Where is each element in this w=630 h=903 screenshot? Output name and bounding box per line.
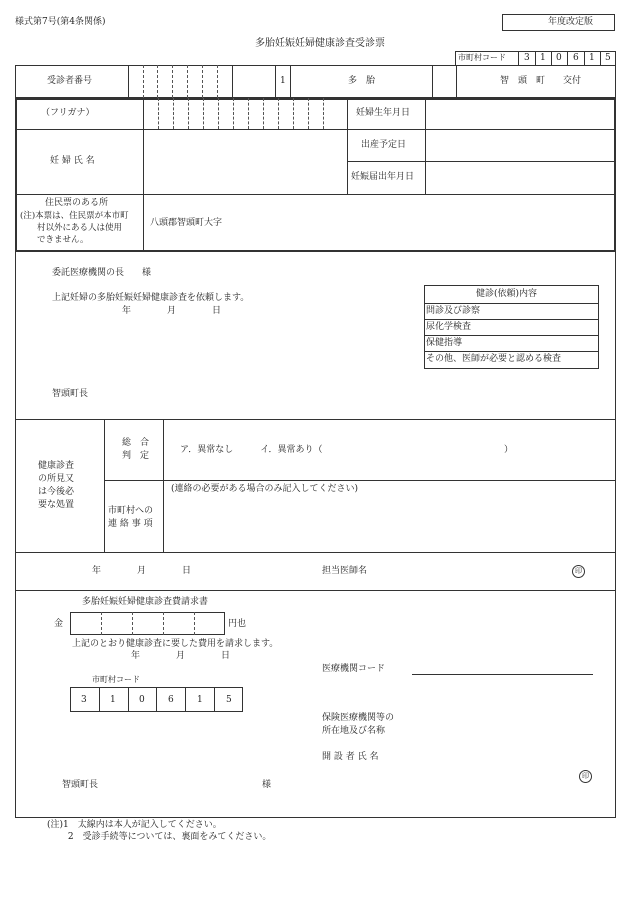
institution-address-label: 所在地及び名称 — [322, 726, 386, 736]
notification-date-label: 妊娠届出年月日 — [351, 172, 415, 182]
code-digit: 3 — [524, 53, 530, 63]
institution-code-label: 医療機関コード — [322, 664, 386, 674]
municipality-code-digit: 0 — [139, 695, 145, 705]
furigana-label: （フリガナ） — [41, 108, 95, 118]
judgement-label-line: 判 定 — [122, 451, 150, 461]
exam-contents-header: 健診(依頼)内容 — [476, 289, 538, 299]
request-body: 上記妊婦の多胎妊娠妊婦健康診査を依頼します。 — [52, 293, 250, 303]
note-line: 2 受診手続等については、裏面をみてください。 — [47, 832, 272, 842]
municipality-code-digit: 6 — [168, 695, 174, 705]
doctor-seal: 印 — [572, 565, 585, 578]
institution-address-label: 保険医療機関等の — [322, 713, 395, 723]
note-line: (注)1 太線内は本人が記入してください。 — [47, 820, 222, 830]
form-title: 多胎妊娠妊婦健康診査受診票 — [255, 38, 385, 49]
code-digit: 1 — [540, 53, 546, 63]
billing-date: 年 月 日 — [131, 651, 231, 661]
due-date-label: 出産予定日 — [361, 140, 407, 150]
billing-addressee: 智頭町長 — [62, 780, 99, 790]
billing-seal: 印 — [579, 770, 592, 783]
code-label: 市町村コード — [458, 53, 506, 62]
billing-statement: 上記のとおり健康診査に要した費用を請求します。 — [72, 639, 279, 649]
contact-label-line: 市町村への — [108, 506, 154, 516]
address-note-line: (注)本票は、住民票が本市町 — [20, 211, 129, 221]
municipality-code-digit: 1 — [110, 695, 116, 705]
municipality-code-digit: 5 — [226, 695, 232, 705]
address-note-line: できません。 — [37, 235, 89, 245]
contact-note: (連絡の必要がある場合のみ記入してください) — [171, 484, 359, 494]
form-number: 様式第7号(第4条関係) — [15, 17, 106, 27]
municipality-code-label: 市町村コード — [92, 675, 140, 684]
request-from: 智頭町長 — [52, 389, 89, 399]
multiple-pregnancy-label: 多 胎 — [348, 76, 376, 86]
issuer-label: 智 頭 町 交付 — [500, 76, 582, 86]
findings-label-line: の所見又 — [38, 474, 75, 484]
name-label: 妊 婦 氏 名 — [50, 156, 95, 166]
amount-suffix: 円也 — [228, 619, 247, 629]
doctor-date: 年 月 日 — [92, 566, 192, 576]
birthdate-label: 妊婦生年月日 — [356, 108, 411, 118]
founder-label: 開 設 者 氏 名 — [322, 752, 379, 762]
amount-field[interactable] — [70, 612, 225, 635]
address-label: 住民票のある所 — [45, 198, 109, 208]
request-date: 年 月 日 — [122, 306, 222, 316]
exam-item: その他、医師が必要と認める検査 — [426, 354, 562, 364]
address-value: 八頭郡智頭町大字 — [150, 218, 223, 228]
municipality-code-digit: 1 — [197, 695, 203, 705]
findings-label-line: 健康診査 — [38, 461, 75, 471]
exam-item: 問診及び診察 — [426, 306, 481, 316]
ticket-count: 1 — [280, 76, 286, 86]
patient-number-label: 受診者番号 — [47, 76, 93, 86]
contact-label-line: 連 絡 事 項 — [108, 519, 153, 529]
judgement-close: ） — [504, 445, 514, 455]
findings-label-line: 要な処置 — [38, 500, 75, 510]
code-digit: 5 — [605, 53, 611, 63]
revision-label: 年度改定版 — [548, 17, 594, 27]
billing-sama: 様 — [262, 780, 272, 790]
billing-title: 多胎妊娠妊婦健康診査費請求書 — [82, 597, 209, 607]
address-note-line: 村以外にある人は使用 — [37, 223, 123, 233]
findings-label-line: は今後必 — [38, 487, 75, 497]
judgement-options: ア．異常なし イ．異常あり（ — [180, 445, 323, 455]
exam-item: 保健指導 — [426, 338, 463, 348]
exam-item: 尿化学検査 — [426, 322, 472, 332]
doctor-label: 担当医師名 — [322, 566, 368, 576]
code-digit: 1 — [589, 53, 595, 63]
code-digit: 0 — [556, 53, 562, 63]
code-digit: 6 — [573, 53, 579, 63]
request-addressee: 委託医療機関の長 様 — [52, 268, 152, 278]
amount-prefix: 金 — [54, 619, 64, 629]
municipality-code-digit: 3 — [81, 695, 87, 705]
judgement-label-line: 総 合 — [122, 438, 150, 448]
institution-code-line[interactable] — [412, 674, 593, 675]
